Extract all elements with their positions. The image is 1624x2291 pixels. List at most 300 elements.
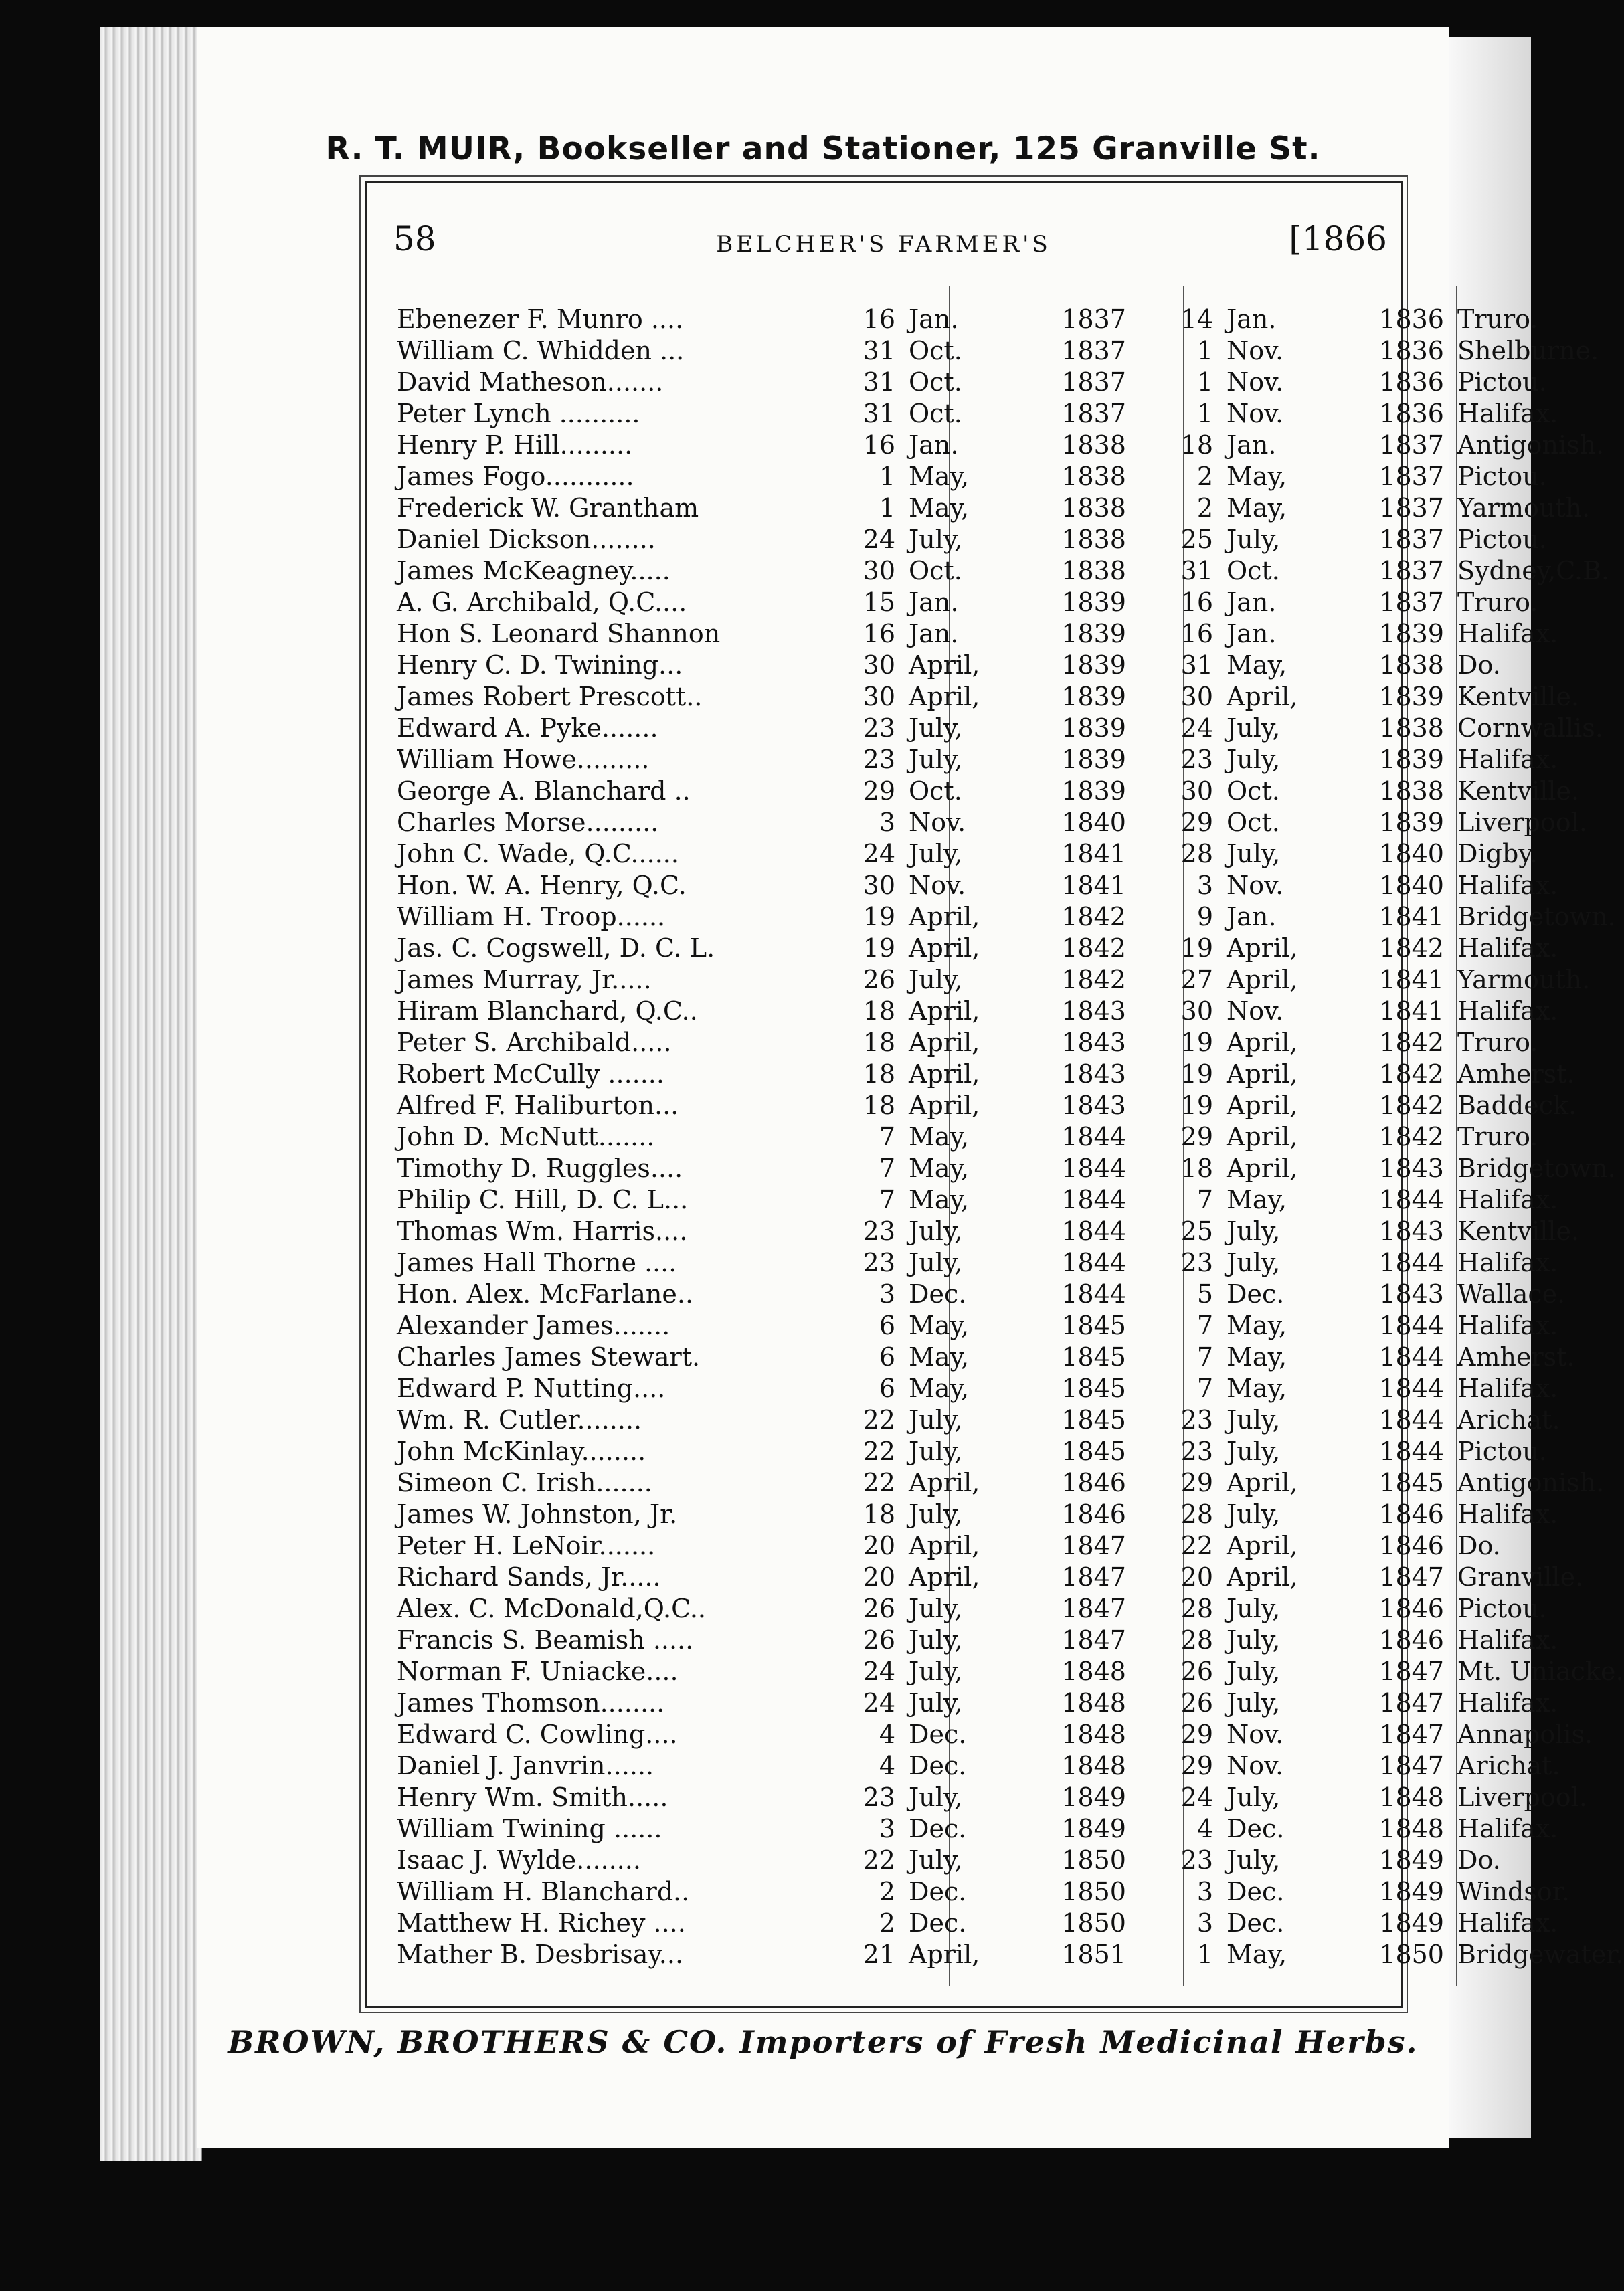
attorney-month: Dec. <box>1227 1814 1285 1843</box>
admission-day: 22 <box>863 1437 895 1466</box>
admission-month: Oct. <box>909 336 962 365</box>
table-row <box>367 1437 1547 1468</box>
attorney-year: 1843 <box>1379 1216 1444 1246</box>
admission-day: 2 <box>879 1877 895 1906</box>
name-cell: Edward C. Cowling.... <box>397 1720 678 1749</box>
attorney-month: Jan. <box>1227 902 1277 931</box>
attorney-day: 16 <box>1180 619 1213 648</box>
name-cell: Henry P. Hill......... <box>397 430 633 460</box>
table-row <box>367 1531 1501 1562</box>
residence-cell: Shelburne. <box>1457 336 1599 365</box>
admission-month: May, <box>909 493 970 523</box>
admission-year: 1847 <box>1061 1594 1126 1623</box>
table-row <box>367 493 1591 525</box>
attorney-month: May, <box>1227 1342 1287 1372</box>
name-cell: Robert McCully ....... <box>397 1059 664 1089</box>
attorney-day: 24 <box>1180 713 1213 743</box>
attorney-month: May, <box>1227 493 1287 523</box>
admission-month: July, <box>909 1405 963 1435</box>
admission-day: 23 <box>863 1782 895 1812</box>
table-row <box>367 902 1616 933</box>
table-row <box>367 336 1599 367</box>
attorney-month: July, <box>1227 1248 1281 1277</box>
residence-cell: Halifax. <box>1457 1625 1558 1655</box>
attorney-month: July, <box>1227 1437 1281 1466</box>
table-row <box>367 1374 1558 1405</box>
admission-month: April, <box>909 1468 980 1497</box>
admission-month: July, <box>909 1657 963 1686</box>
admission-month: July, <box>909 1437 963 1466</box>
table-row <box>367 399 1558 430</box>
admission-year: 1839 <box>1061 776 1126 806</box>
table-row <box>367 933 1558 965</box>
table-row <box>367 1499 1558 1531</box>
attorney-year: 1844 <box>1379 1248 1444 1277</box>
name-cell: Richard Sands, Jr..... <box>397 1562 661 1592</box>
attorney-year: 1842 <box>1379 1028 1444 1057</box>
residence-cell: Pictou. <box>1457 1594 1547 1623</box>
admission-year: 1838 <box>1061 525 1126 554</box>
admission-month: April, <box>909 996 980 1026</box>
admission-day: 30 <box>863 682 895 711</box>
attorney-month: May, <box>1227 1374 1287 1403</box>
table-row <box>367 1908 1558 1940</box>
attorney-day: 27 <box>1180 965 1213 994</box>
attorney-day: 2 <box>1196 462 1213 491</box>
table-row <box>367 682 1580 713</box>
table-row <box>367 870 1558 902</box>
admission-day: 29 <box>863 776 895 806</box>
name-cell: Hon S. Leonard Shannon <box>397 619 721 648</box>
admission-day: 24 <box>863 1688 895 1718</box>
attorney-day: 26 <box>1180 1657 1213 1686</box>
attorney-day: 18 <box>1180 430 1213 460</box>
attorney-year: 1849 <box>1379 1908 1444 1938</box>
name-cell: William H. Troop...... <box>397 902 666 931</box>
residence-cell: Halifax. <box>1457 870 1558 900</box>
attorney-year: 1840 <box>1379 839 1444 868</box>
admission-year: 1845 <box>1061 1342 1126 1372</box>
admission-day: 30 <box>863 650 895 680</box>
admission-year: 1841 <box>1061 839 1126 868</box>
attorney-year: 1847 <box>1379 1688 1444 1718</box>
name-cell: James Fogo........... <box>397 462 634 491</box>
table-row <box>367 556 1610 587</box>
admission-day: 20 <box>863 1562 895 1592</box>
admission-month: Jan. <box>909 430 959 460</box>
admission-year: 1847 <box>1061 1562 1126 1592</box>
name-cell: Peter H. LeNoir....... <box>397 1531 656 1560</box>
residence-cell: Do. <box>1457 1531 1501 1560</box>
name-cell: William Howe......... <box>397 745 650 774</box>
admission-month: Jan. <box>909 619 959 648</box>
admission-year: 1839 <box>1061 587 1126 617</box>
attorney-day: 23 <box>1180 1405 1213 1435</box>
admission-month: Dec. <box>909 1720 967 1749</box>
admission-day: 23 <box>863 1216 895 1246</box>
name-cell: Peter Lynch .......... <box>397 399 640 428</box>
residence-cell: Baddeck. <box>1457 1091 1577 1120</box>
table-row <box>367 1154 1616 1185</box>
attorney-month: Oct. <box>1227 556 1280 585</box>
name-cell: Timothy D. Ruggles.... <box>397 1154 683 1183</box>
table-row <box>367 525 1547 556</box>
name-cell: David Matheson....... <box>397 367 664 397</box>
admission-year: 1848 <box>1061 1657 1126 1686</box>
attorney-month: April, <box>1227 1091 1298 1120</box>
admission-year: 1848 <box>1061 1720 1126 1749</box>
attorney-month: July, <box>1227 1688 1281 1718</box>
admission-day: 18 <box>863 996 895 1026</box>
attorney-year: 1838 <box>1379 650 1444 680</box>
attorney-month: Dec. <box>1227 1279 1285 1309</box>
attorney-day: 18 <box>1180 1154 1213 1183</box>
attorney-month: July, <box>1227 1845 1281 1875</box>
attorney-year: 1843 <box>1379 1154 1444 1183</box>
attorney-day: 23 <box>1180 1248 1213 1277</box>
attorney-day: 23 <box>1180 745 1213 774</box>
admission-year: 1843 <box>1061 996 1126 1026</box>
admission-day: 30 <box>863 556 895 585</box>
admission-day: 6 <box>879 1342 895 1372</box>
admission-day: 23 <box>863 713 895 743</box>
admission-day: 3 <box>879 808 895 837</box>
admission-year: 1844 <box>1061 1248 1126 1277</box>
admission-day: 18 <box>863 1499 895 1529</box>
attorney-year: 1849 <box>1379 1877 1444 1906</box>
admission-month: April, <box>909 1562 980 1592</box>
table-row <box>367 1059 1575 1091</box>
admission-day: 19 <box>863 933 895 963</box>
name-cell: Peter S. Archibald..... <box>397 1028 672 1057</box>
attorney-month: Jan. <box>1227 587 1277 617</box>
attorney-month: April, <box>1227 1122 1298 1152</box>
admission-day: 16 <box>863 430 895 460</box>
admission-day: 3 <box>879 1279 895 1309</box>
name-cell: Daniel J. Janvrin...... <box>397 1751 654 1780</box>
residence-cell: Kentville. <box>1457 682 1580 711</box>
residence-cell: Bridgetown. <box>1457 902 1616 931</box>
admission-day: 22 <box>863 1405 895 1435</box>
attorney-day: 28 <box>1180 839 1213 868</box>
admission-year: 1844 <box>1061 1185 1126 1214</box>
attorney-day: 19 <box>1180 1091 1213 1120</box>
residence-cell: Truro. <box>1457 1122 1538 1152</box>
admission-day: 2 <box>879 1908 895 1938</box>
name-cell: Hon. Alex. McFarlane.. <box>397 1279 694 1309</box>
name-cell: Ebenezer F. Munro .... <box>397 304 684 334</box>
table-row <box>367 1625 1558 1657</box>
admission-month: May, <box>909 1342 970 1372</box>
admission-day: 6 <box>879 1374 895 1403</box>
name-cell: Edward A. Pyke....... <box>397 713 658 743</box>
name-cell: James W. Johnston, Jr. <box>397 1499 678 1529</box>
attorney-month: May, <box>1227 1311 1287 1340</box>
attorney-year: 1843 <box>1379 1279 1444 1309</box>
name-cell: John C. Wade, Q.C...... <box>397 839 679 868</box>
residence-cell: Halifax. <box>1457 1499 1558 1529</box>
table-row <box>367 1185 1558 1216</box>
admission-year: 1850 <box>1061 1877 1126 1906</box>
residence-cell: Annapolis. <box>1457 1720 1593 1749</box>
admission-month: Dec. <box>909 1908 967 1938</box>
admission-month: July, <box>909 1216 963 1246</box>
attorney-year: 1837 <box>1379 587 1444 617</box>
attorney-year: 1839 <box>1379 745 1444 774</box>
admission-day: 3 <box>879 1814 895 1843</box>
name-cell: Simeon C. Irish....... <box>397 1468 652 1497</box>
admission-year: 1849 <box>1061 1782 1126 1812</box>
name-cell: James Robert Prescott.. <box>397 682 703 711</box>
table-row <box>367 996 1558 1028</box>
attorney-month: July, <box>1227 745 1281 774</box>
residence-cell: Antigonish. <box>1457 1468 1605 1497</box>
admission-day: 31 <box>863 336 895 365</box>
admission-year: 1850 <box>1061 1845 1126 1875</box>
admission-year: 1847 <box>1061 1625 1126 1655</box>
name-cell: Daniel Dickson........ <box>397 525 656 554</box>
attorney-day: 3 <box>1196 870 1213 900</box>
admission-year: 1846 <box>1061 1499 1126 1529</box>
admission-month: Dec. <box>909 1814 967 1843</box>
admission-day: 21 <box>863 1940 895 1969</box>
attorney-year: 1848 <box>1379 1814 1444 1843</box>
attorney-month: April, <box>1227 1028 1298 1057</box>
attorney-year: 1847 <box>1379 1751 1444 1780</box>
admission-month: April, <box>909 902 980 931</box>
name-cell: Thomas Wm. Harris.... <box>397 1216 688 1246</box>
residence-cell: Arichat. <box>1457 1751 1560 1780</box>
attorney-year: 1836 <box>1379 304 1444 334</box>
admission-year: 1844 <box>1061 1216 1126 1246</box>
residence-cell: Halifax. <box>1457 1908 1558 1938</box>
attorney-day: 25 <box>1180 1216 1213 1246</box>
residence-cell: Kentville. <box>1457 1216 1580 1246</box>
attorney-year: 1841 <box>1379 965 1444 994</box>
attorney-month: April, <box>1227 1154 1298 1183</box>
admission-year: 1843 <box>1061 1091 1126 1120</box>
table-row <box>367 1877 1570 1908</box>
attorney-month: May, <box>1227 1185 1287 1214</box>
attorney-day: 19 <box>1180 1059 1213 1089</box>
name-cell: Francis S. Beamish ..... <box>397 1625 694 1655</box>
admission-day: 26 <box>863 965 895 994</box>
residence-cell: Halifax. <box>1457 1374 1558 1403</box>
attorney-day: 7 <box>1196 1342 1213 1372</box>
admission-month: July, <box>909 839 963 868</box>
admission-month: Dec. <box>909 1751 967 1780</box>
admission-day: 24 <box>863 525 895 554</box>
admission-month: April, <box>909 933 980 963</box>
admission-day: 26 <box>863 1625 895 1655</box>
admission-year: 1842 <box>1061 965 1126 994</box>
attorney-year: 1849 <box>1379 1845 1444 1875</box>
admission-month: April, <box>909 650 980 680</box>
name-cell: Hiram Blanchard, Q.C.. <box>397 996 698 1026</box>
table-row <box>367 1091 1577 1122</box>
book-page-edges <box>100 27 202 2161</box>
attorney-day: 22 <box>1180 1531 1213 1560</box>
attorney-month: Nov. <box>1227 1720 1284 1749</box>
name-cell: Alfred F. Haliburton... <box>397 1091 679 1120</box>
residence-cell: Windsor. <box>1457 1877 1570 1906</box>
attorney-month: April, <box>1227 1059 1298 1089</box>
attorney-day: 1 <box>1196 336 1213 365</box>
name-cell: Frederick W. Grantham <box>397 493 699 523</box>
admission-month: July, <box>909 1845 963 1875</box>
name-cell: George A. Blanchard .. <box>397 776 691 806</box>
header-year: [1866 <box>1289 219 1387 258</box>
admission-day: 4 <box>879 1751 895 1780</box>
admission-year: 1837 <box>1061 399 1126 428</box>
admission-year: 1848 <box>1061 1688 1126 1718</box>
admission-month: Oct. <box>909 776 962 806</box>
attorney-year: 1841 <box>1379 996 1444 1026</box>
attorney-day: 28 <box>1180 1594 1213 1623</box>
admission-year: 1843 <box>1061 1059 1126 1089</box>
name-cell: Alex. C. McDonald,Q.C.. <box>397 1594 706 1623</box>
table-row <box>367 1028 1538 1059</box>
attorney-day: 30 <box>1180 776 1213 806</box>
name-cell: Wm. R. Cutler........ <box>397 1405 642 1435</box>
attorney-month: Jan. <box>1227 619 1277 648</box>
admission-day: 22 <box>863 1468 895 1497</box>
attorney-year: 1847 <box>1379 1720 1444 1749</box>
attorney-year: 1842 <box>1379 1122 1444 1152</box>
attorney-month: Oct. <box>1227 776 1280 806</box>
residence-cell: Liverpool. <box>1457 1782 1587 1812</box>
attorney-day: 1 <box>1196 399 1213 428</box>
attorney-month: July, <box>1227 839 1281 868</box>
attorney-day: 2 <box>1196 493 1213 523</box>
attorney-year: 1842 <box>1379 1091 1444 1120</box>
table-row <box>367 1405 1560 1437</box>
admission-month: July, <box>909 1248 963 1277</box>
residence-cell: Bridgetown. <box>1457 1154 1616 1183</box>
admission-day: 16 <box>863 619 895 648</box>
residence-cell: Do. <box>1457 1845 1501 1875</box>
name-cell: Edward P. Nutting.... <box>397 1374 666 1403</box>
name-cell: James Murray, Jr..... <box>397 965 652 994</box>
admission-year: 1842 <box>1061 902 1126 931</box>
residence-cell: Amherst. <box>1457 1059 1575 1089</box>
table-row <box>367 713 1603 745</box>
admission-month: July, <box>909 1625 963 1655</box>
bottom-advertisement: BROWN, BROTHERS & CO. Importers of Fresh Medicinal Herbs. <box>228 2024 1419 2060</box>
page-header <box>367 183 1401 256</box>
attorney-month: April, <box>1227 682 1298 711</box>
residence-cell: Antigonish. <box>1457 430 1605 460</box>
admission-year: 1838 <box>1061 493 1126 523</box>
table-row <box>367 1342 1575 1374</box>
admission-month: May, <box>909 1122 970 1152</box>
attorney-day: 20 <box>1180 1562 1213 1592</box>
attorney-day: 14 <box>1180 304 1213 334</box>
residence-cell: Halifax. <box>1457 745 1558 774</box>
residence-cell: Arichat. <box>1457 1405 1560 1435</box>
admission-day: 15 <box>863 587 895 617</box>
attorney-month: Nov. <box>1227 996 1284 1026</box>
table-row <box>367 1720 1593 1751</box>
attorney-year: 1842 <box>1379 933 1444 963</box>
table-row <box>367 745 1558 776</box>
admission-month: April, <box>909 1940 980 1969</box>
admission-day: 7 <box>879 1185 895 1214</box>
residence-cell: Pictou. <box>1457 1437 1547 1466</box>
attorney-year: 1844 <box>1379 1437 1444 1466</box>
admission-month: May, <box>909 1185 970 1214</box>
attorney-day: 29 <box>1180 1751 1213 1780</box>
residence-cell: Halifax. <box>1457 1814 1558 1843</box>
residence-cell: Mt. Uniacke. <box>1457 1657 1624 1686</box>
book-page <box>197 27 1624 2148</box>
admission-month: July, <box>909 1499 963 1529</box>
attorney-day: 7 <box>1196 1374 1213 1403</box>
residence-cell: Halifax. <box>1457 399 1558 428</box>
attorney-day: 31 <box>1180 650 1213 680</box>
admission-year: 1844 <box>1061 1122 1126 1152</box>
residence-cell: Pictou. <box>1457 462 1547 491</box>
admission-month: July, <box>909 965 963 994</box>
attorney-day: 26 <box>1180 1688 1213 1718</box>
table-row <box>367 1562 1584 1594</box>
residence-cell: Halifax. <box>1457 1185 1558 1214</box>
name-cell: John D. McNutt....... <box>397 1122 655 1152</box>
admission-month: July, <box>909 1782 963 1812</box>
attorney-year: 1841 <box>1379 902 1444 931</box>
admission-month: Nov. <box>909 808 966 837</box>
attorney-day: 3 <box>1196 1877 1213 1906</box>
admission-year: 1837 <box>1061 304 1126 334</box>
page-number: 58 <box>393 219 436 258</box>
name-cell: Matthew H. Richey .... <box>397 1908 686 1938</box>
residence-cell: Granville. <box>1457 1562 1584 1592</box>
name-cell: Philip C. Hill, D. C. L... <box>397 1185 689 1214</box>
admission-month: April, <box>909 1531 980 1560</box>
residence-cell: Yarmouth. <box>1457 493 1591 523</box>
attorney-month: April, <box>1227 933 1298 963</box>
attorney-day: 24 <box>1180 1782 1213 1812</box>
header-title: BELCHER'S FARMER'S <box>716 231 1051 258</box>
admission-year: 1838 <box>1061 556 1126 585</box>
admission-year: 1837 <box>1061 367 1126 397</box>
attorney-day: 28 <box>1180 1499 1213 1529</box>
residence-cell: Truro. <box>1457 587 1538 617</box>
attorney-year: 1846 <box>1379 1531 1444 1560</box>
attorney-year: 1846 <box>1379 1594 1444 1623</box>
table-row <box>367 462 1547 493</box>
attorney-year: 1848 <box>1379 1782 1444 1812</box>
attorney-year: 1837 <box>1379 462 1444 491</box>
admission-month: July, <box>909 1594 963 1623</box>
attorney-day: 16 <box>1180 587 1213 617</box>
admission-day: 4 <box>879 1720 895 1749</box>
attorney-day: 23 <box>1180 1437 1213 1466</box>
attorney-month: Oct. <box>1227 808 1280 837</box>
admission-month: April, <box>909 682 980 711</box>
admission-month: Dec. <box>909 1877 967 1906</box>
table-row <box>367 430 1605 462</box>
attorney-year: 1842 <box>1379 1059 1444 1089</box>
admission-month: Dec. <box>909 1279 967 1309</box>
attorney-month: Nov. <box>1227 870 1284 900</box>
admission-year: 1848 <box>1061 1751 1126 1780</box>
admission-day: 31 <box>863 367 895 397</box>
attorney-day: 1 <box>1196 1940 1213 1969</box>
attorney-year: 1840 <box>1379 870 1444 900</box>
admission-day: 23 <box>863 745 895 774</box>
attorney-day: 19 <box>1180 1028 1213 1057</box>
